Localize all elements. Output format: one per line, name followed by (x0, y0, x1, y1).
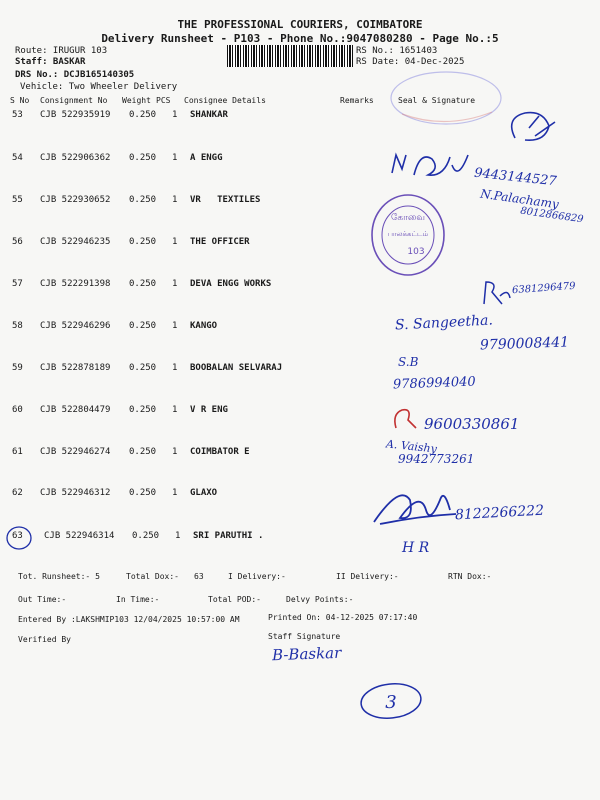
ii-delivery-label: II Delivery:- (336, 572, 399, 581)
row-consignee: GLAXO (190, 488, 218, 498)
row-weight: 0.250 (129, 153, 157, 163)
row-consignment: CJB 522878189 (40, 363, 111, 373)
row-consignment: CJB 522946274 (40, 447, 111, 457)
printed-on: Printed On: 04-12-2025 07:17:40 (268, 613, 418, 622)
table-row (0, 363, 600, 383)
table-row (0, 447, 600, 467)
drs-number: DRS No.: DCJB165140305 (15, 70, 135, 80)
row-consignee: SRI PARUTHI . (193, 531, 264, 541)
route-label: Route: IRUGUR 103 (15, 46, 108, 56)
stamp-code: 103 (407, 247, 425, 257)
total-pod-label: Total POD:- (208, 595, 261, 604)
row-sno: 54 (12, 153, 23, 163)
faded-company-stamp (388, 68, 506, 130)
row-consignment: CJB 522291398 (40, 279, 111, 289)
row-pcs: 1 (172, 405, 178, 415)
row-consignee: SHANKAR (190, 110, 228, 120)
row-pcs: 1 (172, 153, 178, 163)
stamp-line-1: கோவை (391, 213, 425, 223)
row-sno: 59 (12, 363, 23, 373)
row-consignment: CJB 522804479 (40, 405, 111, 415)
col-pcs: PCS (156, 96, 171, 105)
total-dox-value: 63 (194, 572, 204, 581)
handwritten-phone-2: 8012866829 (519, 205, 585, 226)
row-weight: 0.250 (129, 488, 157, 498)
row-consignment: CJB 522906362 (40, 153, 111, 163)
row-weight: 0.250 (129, 447, 157, 457)
rs-number: RS No.: 1651403 (356, 46, 438, 56)
handwritten-name-2: S. Sangeetha. (394, 312, 494, 334)
signature-row57 (478, 278, 513, 308)
handwritten-phone-5: 9786994040 (392, 374, 476, 393)
handwritten-phone-7: 9942773261 (398, 452, 475, 466)
row-pcs: 1 (172, 195, 178, 205)
out-time-label: Out Time:- (18, 595, 67, 604)
row-consignee: A ENGG (190, 153, 223, 163)
col-sno: S No (10, 96, 30, 105)
row-consignment: CJB 522935919 (40, 110, 111, 120)
row-circle-mark (4, 524, 34, 552)
verified-by-label: Verified By (18, 635, 71, 644)
signature-row60 (390, 404, 420, 432)
handwritten-initials-2: H R (402, 540, 430, 556)
handwritten-phone-3: 6381296479 (511, 280, 576, 297)
signature-row62 (370, 480, 460, 530)
row-consignee: DEVA ENGG WORKS (190, 279, 272, 289)
row-pcs: 1 (172, 110, 178, 120)
table-row (0, 531, 600, 551)
handwritten-name-3: A. Vaishy (385, 437, 438, 456)
row-consignment: CJB 522930652 (40, 195, 111, 205)
vehicle-label: Vehicle: Two Wheeler Delivery (20, 82, 178, 92)
row-sno: 58 (12, 321, 23, 331)
col-weight: Weight (122, 96, 151, 105)
row-consignee: V R ENG (190, 405, 228, 415)
row-pcs: 1 (175, 531, 181, 541)
row-weight: 0.250 (132, 531, 160, 541)
row-sno: 53 (12, 110, 23, 120)
row-weight: 0.250 (129, 405, 157, 415)
row-consignment: CJB 522946296 (40, 321, 111, 331)
delivery-points-label: Delvy Points:- (286, 595, 354, 604)
row-consignee: VR TEXTILES (190, 195, 261, 205)
row-sno: 60 (12, 405, 23, 415)
company-title: THE PROFESSIONAL COURIERS, COIMBATORE (177, 18, 423, 31)
rs-date: RS Date: 04-Dec-2025 (356, 57, 465, 67)
table-row (0, 237, 600, 257)
row-sno: 63 (12, 531, 23, 541)
col-remarks: Remarks (340, 96, 374, 105)
row-sno: 55 (12, 195, 23, 205)
handwritten-phone-4: 9790008441 (479, 334, 570, 354)
staff-label: Staff: BASKAR (15, 57, 86, 67)
row-sno: 57 (12, 279, 23, 289)
col-seal-signature: Seal & Signature (398, 96, 476, 105)
row-pcs: 1 (172, 279, 178, 289)
row-consignee: THE OFFICER (190, 237, 250, 247)
i-delivery-label: I Delivery:- (228, 572, 286, 581)
handwritten-name-1: N.Palachamy (479, 186, 560, 212)
page-circle-number: 3 (385, 692, 397, 713)
row-weight: 0.250 (129, 195, 157, 205)
signature-row54 (388, 145, 478, 185)
barcode-image (227, 45, 353, 67)
handwritten-phone-1: 9443144527 (473, 165, 558, 190)
row-consignment: CJB 522946314 (44, 531, 115, 541)
row-weight: 0.250 (129, 363, 157, 373)
total-dox-label: Total Dox:- (126, 572, 179, 581)
row-pcs: 1 (172, 447, 178, 457)
handwritten-phone-6: 9600330861 (424, 415, 520, 433)
signature-row53 (505, 108, 560, 148)
row-consignment: CJB 522946235 (40, 237, 111, 247)
entered-by: Entered By :LAKSHMIP103 12/04/2025 10:57:00 AM (18, 615, 240, 624)
row-sno: 56 (12, 237, 23, 247)
handwritten-initials-1: S.B (398, 355, 419, 369)
col-consignee: Consignee Details (184, 96, 266, 105)
row-weight: 0.250 (129, 110, 157, 120)
total-runsheet: Tot. Runsheet:- 5 (18, 572, 100, 581)
handwritten-phone-8: 8122266222 (454, 502, 545, 524)
row-pcs: 1 (172, 321, 178, 331)
page-circle-mark (358, 680, 424, 722)
row-sno: 61 (12, 447, 23, 457)
row-consignment: CJB 522946312 (40, 488, 111, 498)
rtn-dox-label: RTN Dox:- (448, 572, 492, 581)
staff-signature-label: Staff Signature (268, 632, 341, 641)
round-seal-stamp (368, 190, 448, 280)
row-weight: 0.250 (129, 237, 157, 247)
staff-signature-handwritten: B-Baskar (271, 643, 342, 665)
stamp-line-2: பாலக்கட்டம் (387, 230, 429, 238)
row-sno: 62 (12, 488, 23, 498)
in-time-label: In Time:- (116, 595, 160, 604)
row-pcs: 1 (172, 237, 178, 247)
row-consignee: COIMBATOR E (190, 447, 250, 457)
runsheet-subtitle: Delivery Runsheet - P103 - Phone No.:9047080280 - Page No.:5 (101, 32, 499, 45)
row-weight: 0.250 (129, 321, 157, 331)
row-weight: 0.250 (129, 279, 157, 289)
row-consignee: BOOBALAN SELVARAJ (190, 363, 283, 373)
col-consignment: Consignment No (40, 96, 108, 105)
row-pcs: 1 (172, 488, 178, 498)
row-consignee: KANGO (190, 321, 218, 331)
row-pcs: 1 (172, 363, 178, 373)
